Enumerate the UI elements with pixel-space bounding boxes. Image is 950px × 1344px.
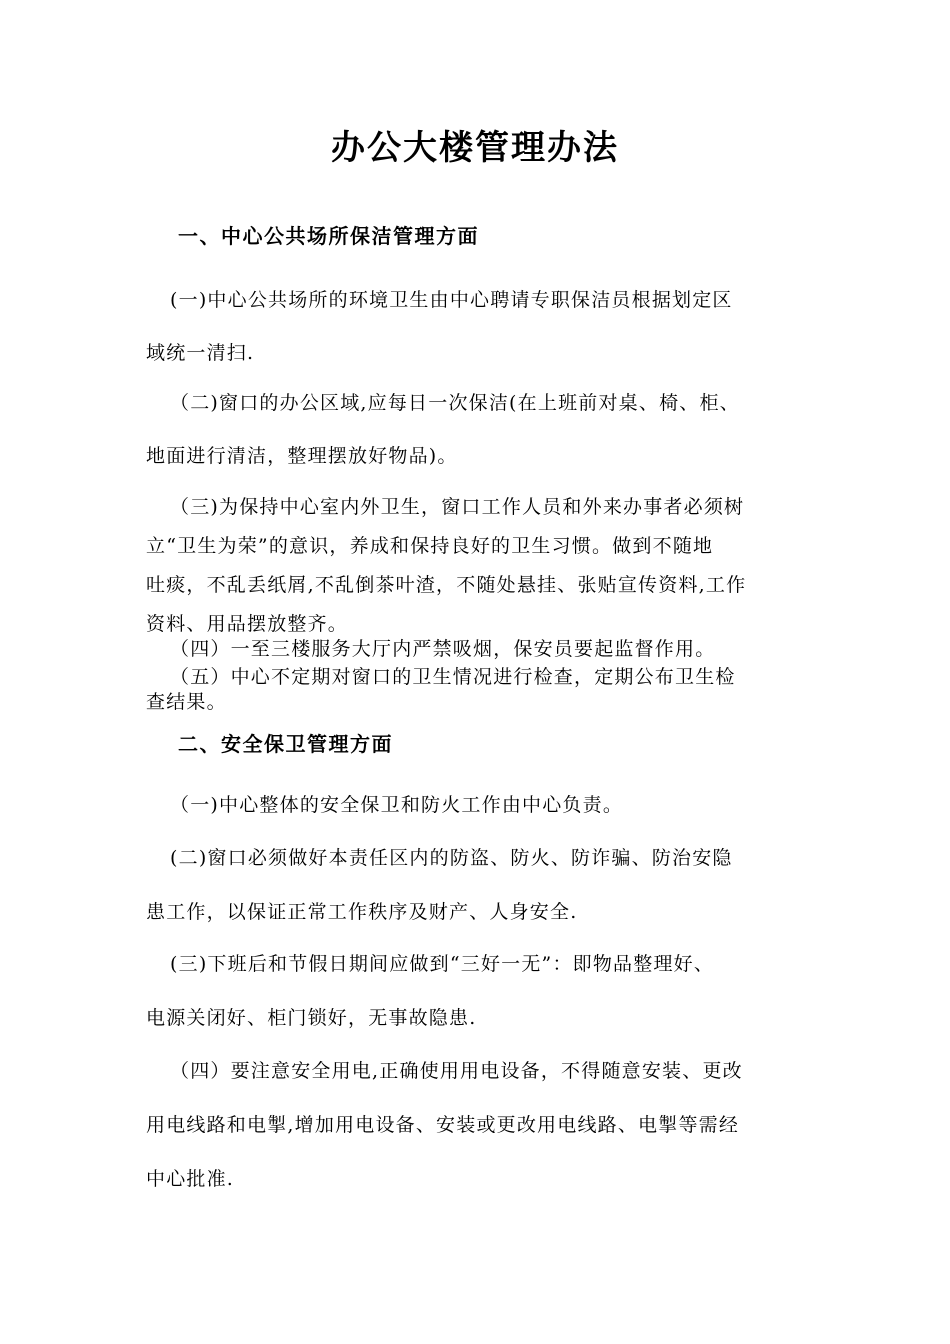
paragraph-line: 域统一清扫. bbox=[146, 342, 255, 364]
paragraph-line: 电源关闭好、柜门锁好，无事故隐患. bbox=[146, 1007, 477, 1029]
paragraph-line: （三)为保持中心室内外卫生，窗口工作人员和外来办事者必须树 bbox=[170, 496, 745, 518]
paragraph-line: （一)中心整体的安全保卫和防火工作由中心负责。 bbox=[170, 794, 624, 816]
paragraph-line: 查结果。 bbox=[146, 691, 227, 713]
paragraph-line: (二)窗口必须做好本责任区内的防盗、防火、防诈骗、防治安隐 bbox=[170, 847, 733, 869]
paragraph-line: 资料、用品摆放整齐。 bbox=[146, 613, 349, 635]
paragraph-line: （五）中心不定期对窗口的卫生情况进行检查，定期公布卫生检 bbox=[170, 666, 736, 688]
paragraph-line: （二)窗口的办公区域,应每日一次保洁(在上班前对桌、椅、柜、 bbox=[170, 392, 740, 414]
paragraph-line: （四）要注意安全用电,正确使用用电设备，不得随意安装、更改 bbox=[170, 1060, 743, 1082]
paragraph-line: 立“卫生为荣”的意识，养成和保持良好的卫生习惯。做到不随地 bbox=[146, 535, 714, 557]
paragraph-line: 地面进行清洁，整理摆放好物品)。 bbox=[146, 445, 458, 467]
paragraph-line: (三)下班后和节假日期间应做到“三好一无”：即物品整理好、 bbox=[170, 953, 715, 975]
paragraph-line: 中心批准. bbox=[146, 1168, 235, 1190]
paragraph-line: (一)中心公共场所的环境卫生由中心聘请专职保洁员根据划定区 bbox=[170, 289, 733, 311]
paragraph-line: 用电线路和电掣,增加用电设备、安装或更改用电线路、电掣等需经 bbox=[146, 1114, 740, 1136]
section-heading-security: 二、安全保卫管理方面 bbox=[178, 732, 393, 756]
paragraph-line: 吐痰，不乱丢纸屑,不乱倒茶叶渣，不随处悬挂、张贴宣传资料,工作 bbox=[146, 574, 747, 596]
paragraph-line: 患工作，以保证正常工作秩序及财产、人身安全. bbox=[146, 901, 578, 923]
paragraph-line: （四）一至三楼服务大厅内严禁吸烟，保安员要起监督作用。 bbox=[170, 638, 716, 660]
section-heading-cleaning: 一、中心公共场所保洁管理方面 bbox=[178, 224, 479, 248]
document-title: 办公大楼管理办法 bbox=[331, 128, 619, 168]
